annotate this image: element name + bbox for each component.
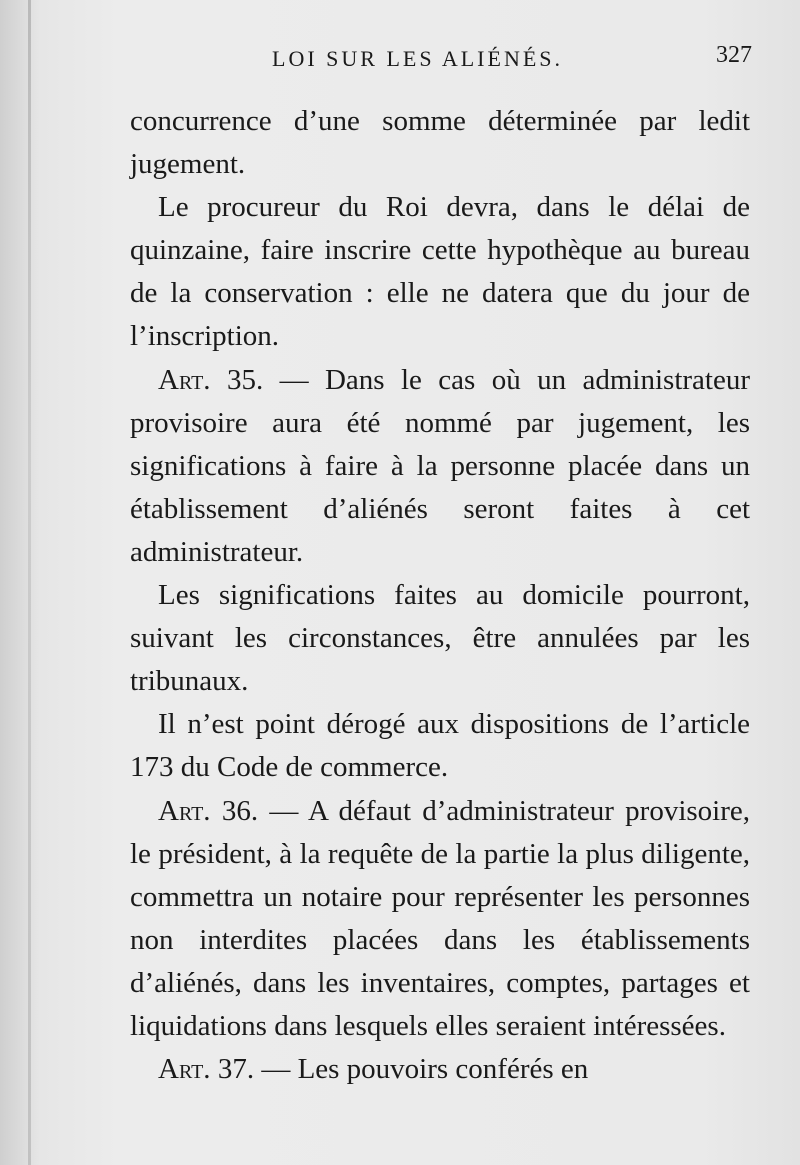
page-header	[130, 42, 752, 78]
paragraph	[130, 574, 750, 703]
article-number: 35.	[226, 363, 264, 396]
article-text: — Dans le cas où un administrateur provisoire aura été nommé par jugement, les significations à faire à la personne placée dans un établissement d’aliénés seront faites à cet administrateur.	[130, 363, 750, 568]
article-35	[130, 359, 750, 574]
article-37	[130, 1048, 750, 1091]
body-text	[130, 100, 750, 1091]
paragraph-text: concurrence d’une somme déterminée par ledit jugement.	[130, 105, 750, 181]
article-label: Art.	[158, 794, 211, 827]
paragraph-continued	[130, 100, 750, 186]
article-text: — Les pouvoirs conférés en	[261, 1053, 589, 1086]
paragraph	[130, 703, 750, 789]
paragraph-text: Les significations faites au domicile pourront, suivant les circonstances, être annulées par les tribunaux.	[130, 579, 750, 698]
paragraph-text: Le procureur du Roi devra, dans le délai de quinzaine, faire inscrire cette hypothèque au bureau de la conservation : elle ne datera que du jour de l’inscription.	[130, 191, 750, 353]
article-text: — A défaut d’administrateur provisoire, le président, à la requête de la partie la plus diligente, commettra un notaire pour représenter les personnes non interdites placées dans les établissements d’aliénés, dans les inventaires, comptes, partages et liquidations dans lesquels elles seraient intéressées.	[130, 794, 750, 1042]
paragraph	[130, 186, 750, 358]
page-gutter	[28, 0, 31, 1165]
running-title: LOI SUR LES ALIÉNÉS.	[272, 46, 563, 71]
article-36	[130, 790, 750, 1049]
article-number: 37.	[217, 1053, 255, 1086]
article-label: Art.	[158, 363, 211, 396]
paragraph-text: Il n’est point dérogé aux dispositions de l’article 173 du Code de commerce.	[130, 708, 750, 784]
page-number: 327	[716, 42, 752, 68]
article-label: Art.	[158, 1053, 211, 1086]
article-number: 36.	[221, 794, 259, 827]
